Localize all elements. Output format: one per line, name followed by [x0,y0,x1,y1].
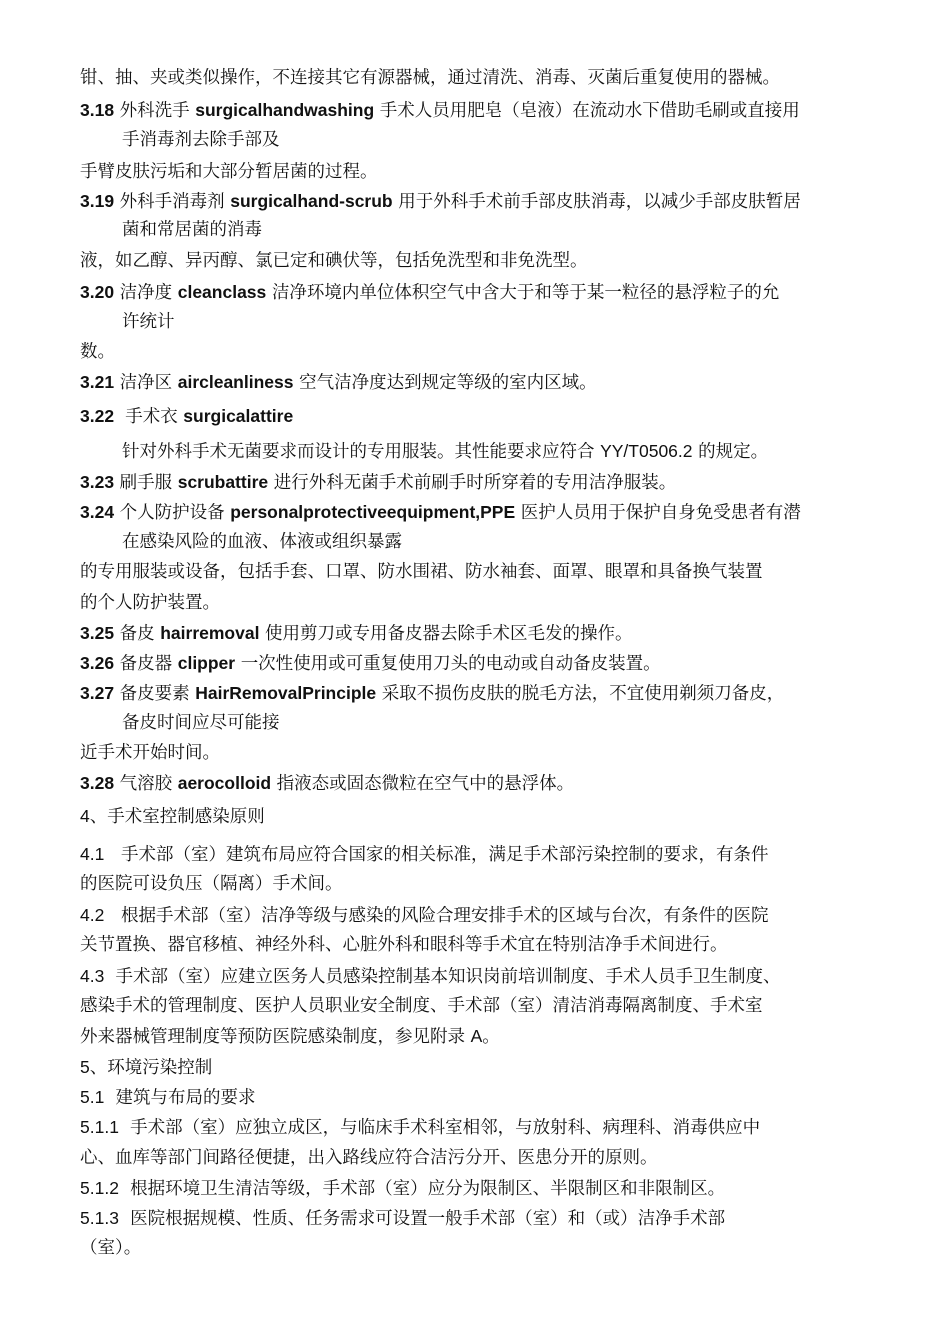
term-en: cleanclass [177,282,267,302]
clause-number: 3.20 [80,282,115,302]
subsection-heading-5-1 [80,1085,255,1110]
text-line: 的专用服装或设备，包括手套、口罩、防水围裙、防水袖套、面罩、眼罩和具备换气装置 [80,562,763,582]
text-line: 的个人防护装置。 [80,593,220,613]
definition-text: 一次性使用或可重复使用刀头的电动或自动备皮装置。 [240,654,661,674]
section-number: 5.1 [80,1087,105,1107]
section-heading-4 [80,804,265,829]
definition-3-23 [80,470,676,495]
text-fragment: 针对外科手术无菌要求而设计的专用服装。其性能要求应符合 [122,442,595,462]
text-line: （室）。 [80,1238,142,1258]
clause-number: 4.1 [80,844,105,864]
definition-3-21 [80,370,597,395]
term-cn: 备皮器 [119,654,173,674]
text-line: 在感染风险的血液、体液或组织暴露 [122,532,402,552]
text-line: 手消毒剂去除手部及 [122,130,280,150]
term-cn: 外科洗手 [119,101,190,121]
term-cn: 刷手服 [119,473,173,493]
section-title: 、手术室控制感染原则 [89,807,265,827]
term-en: surgicalattire [183,406,294,426]
definition-3-19 [80,189,801,214]
clause-4-2 [80,903,769,928]
definition-text: 采取不损伤皮肤的脱毛方法，不宜使用剃须刀备皮， [381,684,785,704]
standard-code: YY/T0506.2 [600,441,693,461]
text-fragment: 的规定。 [698,442,769,462]
definition-text: 手术人员用肥皂（皂液）在流动水下借助毛刷或直接用 [379,101,800,121]
clause-number: 4.3 [80,966,105,986]
term-en: surgicalhand-scrub [230,191,393,211]
clause-number: 3.25 [80,623,115,643]
term-en: hairremoval [160,623,260,643]
text-line: 液，如乙醇、异丙醇、氯已定和碘伏等，包括免洗型和非免洗型。 [80,251,588,271]
section-number: 5 [80,1057,90,1077]
term-en: scrubattire [177,472,269,492]
clause-4-1 [80,842,769,867]
definition-text: 空气洁净度达到规定等级的室内区域。 [299,373,597,393]
term-cn: 洁净区 [119,373,173,393]
term-en: surgicalhandwashing [195,100,375,120]
definition-3-27 [80,681,784,706]
text-line: 手臂皮肤污垢和大部分暂居菌的过程。 [80,162,378,182]
clause-number: 3.24 [80,502,115,522]
clause-text: 手术部（室）建筑布局应符合国家的相关标准，满足手术部污染控制的要求，有条件 [121,845,769,865]
definition-3-28 [80,771,574,796]
clause-number: 5.1.2 [80,1178,119,1198]
clause-number: 4.2 [80,905,105,925]
text-line: 心、血库等部门间路径便捷，出入路线应符合洁污分开、医患分开的原则。 [80,1148,658,1168]
definition-3-25 [80,621,633,646]
clause-text: 根据环境卫生清洁等级，手术部（室）应分为限制区、半限制区和非限制区。 [130,1179,726,1199]
clause-5-1-1 [80,1115,760,1140]
definition-text: 进行外科无菌手术前刷手时所穿着的专用洁净服装。 [273,473,677,493]
definition-3-22 [80,404,293,429]
text-line: 关节置换、器官移植、神经外科、心脏外科和眼科等手术宜在特别洁净手术间进行。 [80,935,728,955]
text-line: 备皮时间应尽可能接 [122,713,280,733]
clause-text: 根据手术部（室）洁净等级与感染的风险合理安排手术的区域与台次，有条件的医院 [121,906,769,926]
clause-number: 3.18 [80,100,115,120]
term-en: clipper [177,653,236,673]
clause-number: 3.21 [80,372,115,392]
text-line: 许统计 [122,312,175,332]
term-cn: 手术衣 [125,407,178,427]
text-line: 数。 [80,342,115,362]
definition-text: 医护人员用于保护自身免受患者有潜 [520,503,801,523]
definition-text: 指液态或固态微粒在空气中的悬浮体。 [276,774,575,794]
term-cn: 个人防护设备 [119,503,225,523]
definition-3-24 [80,500,801,525]
clause-text: 手术部（室）应建立医务人员感染控制基本知识岗前培训制度、手术人员手卫生制度、 [115,967,781,987]
definition-3-26 [80,651,661,676]
text-line: 菌和常居菌的消毒 [122,220,262,240]
clause-text: 手术部（室）应独立成区，与临床手术科室相邻，与放射科、病理科、消毒供应中 [130,1118,761,1138]
text-fragment: 外来器械管理制度等预防医院感染制度，参见附录 [80,1027,465,1047]
term-en: aerocolloid [177,773,272,793]
term-en: personalprotectiveequipment,PPE [230,502,516,522]
text-fragment: 。 [482,1027,500,1047]
term-cn: 气溶胶 [119,774,173,794]
clause-number: 3.27 [80,683,115,703]
term-en: aircleanliness [177,372,294,392]
section-title: 、环境污染控制 [89,1058,213,1078]
term-en: HairRemovalPrinciple [195,683,377,703]
text-line: 钳、抽、夹或类似操作，不连接其它有源器械，通过清洗、消毒、灭菌后重复使用的器械。 [80,68,780,88]
clause-text: 医院根据规模、性质、任务需求可设置一般手术部（室）和（或）洁净手术部 [130,1209,726,1229]
clause-number: 3.28 [80,773,115,793]
definition-text: 用于外科手术前手部皮肤消毒，以减少手部皮肤暂居 [398,192,801,212]
clause-number: 5.1.1 [80,1117,119,1137]
text-line [122,439,768,464]
clause-4-3 [80,964,780,989]
clause-number: 3.26 [80,653,115,673]
definition-text: 使用剪刀或专用备皮器去除手术区毛发的操作。 [265,624,633,644]
definition-3-20 [80,280,779,305]
section-title: 建筑与布局的要求 [115,1088,256,1108]
clause-5-1-3 [80,1206,725,1231]
term-cn: 外科手消毒剂 [119,192,225,212]
text-line: 的医院可设负压（隔离）手术间。 [80,874,343,894]
text-line: 感染手术的管理制度、医护人员职业安全制度、手术部（室）清洁消毒隔离制度、手术室 [80,996,763,1016]
clause-number: 3.19 [80,191,115,211]
appendix-code: A [470,1026,483,1046]
clause-number: 3.22 [80,406,115,426]
clause-number: 5.1.3 [80,1208,119,1228]
term-cn: 洁净度 [119,283,173,303]
text-line [80,1024,500,1049]
definition-3-18 [80,98,800,123]
definition-text: 洁净环境内单位体积空气中含大于和等于某一粒径的悬浮粒子的允 [271,283,780,303]
term-cn: 备皮要素 [119,684,190,704]
clause-5-1-2 [80,1176,725,1201]
text-line: 近手术开始时间。 [80,743,220,763]
section-heading-5 [80,1055,212,1080]
section-number: 4 [80,806,90,826]
clause-number: 3.23 [80,472,115,492]
term-cn: 备皮 [119,624,155,644]
